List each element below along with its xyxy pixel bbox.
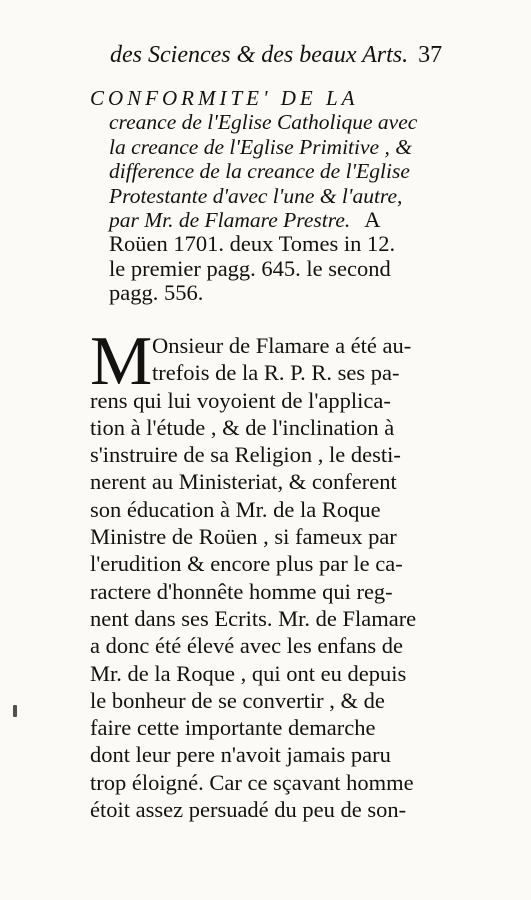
body-line: nerent au Ministeriat, & conferent [90, 469, 397, 495]
body-line: a donc été élevé avec les enfans de [90, 633, 403, 659]
body-line: rens qui lui voyoient de l'applica- [90, 387, 391, 413]
body-line: son éducation à Mr. de la Roque [90, 496, 381, 522]
title-line: pagg. 556. [109, 280, 204, 306]
body-paragraph [90, 323, 440, 823]
body-line: trop éloigné. Car ce sçavant homme [90, 769, 414, 795]
body-line: nent dans ses Ecrits. Mr. de Flamare [90, 605, 417, 631]
title-line: Protestante d'avec l'une & l'autre, [109, 183, 403, 208]
drop-cap: M [90, 323, 153, 400]
title-line: Roüen 1701. deux Tomes in 12. [109, 231, 396, 257]
page-number: 37 [418, 42, 443, 68]
body-line: étoit assez persuadé du peu de son- [90, 797, 407, 823]
body-line: trefois de la R. P. R. ses pa- [152, 360, 400, 386]
title-line: CONFORMITE' DE LA [90, 86, 359, 110]
body-line: l'erudition & encore plus par le ca- [90, 551, 403, 577]
running-title: des Sciences & des beaux Arts. [110, 42, 409, 68]
body-line: Onsieur de Flamare a été au- [152, 333, 412, 358]
book-title-block [90, 86, 438, 306]
margin-ink-mark [13, 705, 17, 717]
title-line: le premier pagg. 645. le second [109, 255, 391, 281]
title-line: creance de l'Eglise Catholique avec [109, 110, 418, 135]
body-line: faire cette importante demarche [90, 715, 376, 741]
body-line: Ministre de Roüen , si fameux par [90, 524, 397, 550]
body-line: s'instruire de sa Religion , le desti- [90, 442, 401, 468]
running-header [110, 40, 443, 70]
body-line: le bonheur de se convertir , & de [90, 687, 385, 713]
body-line: ractere d'honnête homme qui reg- [90, 578, 393, 604]
body-line: Mr. de la Roque , qui ont eu depuis [90, 660, 407, 686]
body-line: tion à l'étude , & de l'inclination à [90, 414, 395, 440]
title-line-author [90, 208, 438, 232]
place-prefix: A [364, 206, 381, 232]
author-text: par Mr. de Flamare Prestre. [109, 207, 351, 232]
title-line: la creance de l'Eglise Primitive , & [109, 134, 412, 159]
title-line: difference de la creance de l'Eglise [109, 159, 410, 184]
body-line: dont leur pere n'avoit jamais paru [90, 742, 391, 768]
